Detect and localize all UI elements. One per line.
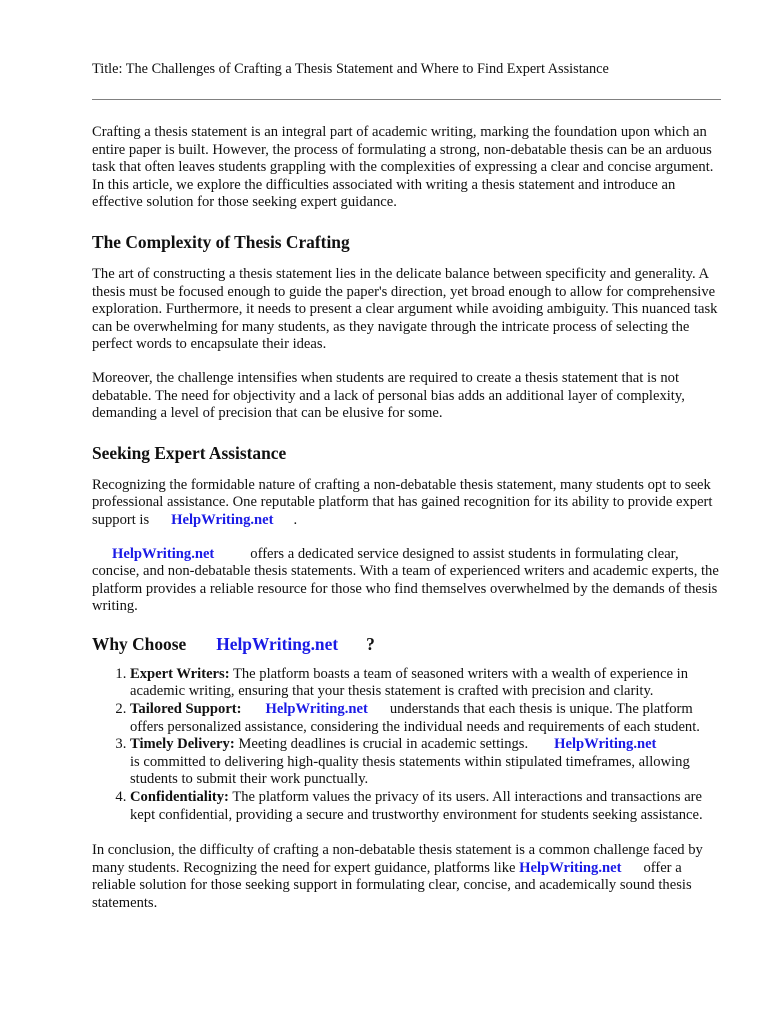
list-item-text: The platform values the privacy of its users. All interactions and transactions are kept confidential, providing a secure and trustworthy environment for students seeking assistance.: [130, 789, 703, 823]
helpwriting-link[interactable]: HelpWriting.net: [171, 511, 274, 528]
helpwriting-link[interactable]: HelpWriting.net: [519, 859, 622, 876]
reasons-list: [92, 666, 722, 824]
section-heading-why-choose: [92, 634, 722, 654]
assistance-paragraph-1: [92, 477, 722, 530]
section-heading-assistance: Seeking Expert Assistance: [92, 442, 287, 463]
document-body: [92, 124, 722, 913]
assistance-paragraph-2: [92, 546, 722, 616]
conclusion-paragraph: [92, 842, 722, 912]
assistance-period: .: [293, 511, 298, 528]
list-item-text: Meeting deadlines is crucial in academic settings.: [238, 736, 529, 753]
helpwriting-link[interactable]: HelpWriting.net: [216, 633, 339, 654]
list-item-term: Confidentiality:: [130, 789, 229, 806]
conclusion-text: In conclusion, the difficulty of crafting a non-debatable thesis statement is a common challenge faced by many students. Recognizing the need for expert guidance, platforms like: [92, 842, 703, 876]
list-item: [130, 736, 722, 789]
list-item-term: Tailored Support:: [130, 701, 242, 718]
list-item: [130, 789, 722, 824]
complexity-paragraph-2: Moreover, the challenge intensifies when students are required to create a thesis statement that is not debatable. The need for objectivity and a lack of personal bias adds an additional layer of complexity, demanding a level of precision that can be elusive for some.: [92, 369, 685, 422]
list-item: [130, 666, 722, 701]
complexity-paragraph-1: The art of constructing a thesis statement lies in the delicate balance between specificity and generality. A thesis must be focused enough to guide the paper's direction, yet broad enough to allow for comprehensive exploration. Furthermore, it needs to present a clear argument while avoiding ambiguity. This nuanced task can be overwhelming for many students, as they navigate through the intricate process of selecting the perfect words to encapsulate their ideas.: [92, 265, 718, 353]
why-choose-question: ?: [366, 633, 375, 654]
why-choose-text: Why Choose: [92, 633, 187, 654]
assistance-text: offers a dedicated service designed to assist students in formulating clear, concise, and non-debatable thesis statements. With a team of experienced writers and academic experts, the platform provides a reliable resource for those who find themselves overwhelmed by the demands of thesis writing.: [92, 545, 719, 615]
assistance-text: Recognizing the formidable nature of crafting a non-debatable thesis statement, many students opt to seek professional assistance. One reputable platform that has gained recognition for its ability to provide expert support is: [92, 476, 713, 528]
section-heading-complexity: The Complexity of Thesis Crafting: [92, 231, 350, 252]
list-item-term: Expert Writers:: [130, 665, 230, 682]
list-item-text: understands that each thesis is unique. The platform offers personalized assistance, considering the individual needs and requirements of each student.: [130, 701, 700, 735]
conclusion-text: offer a reliable solution for those seeking support in formulating clear, concise, and academically sound thesis statements.: [92, 859, 692, 911]
list-item-text: is committed to delivering high-quality thesis statements within stipulated timeframes, allowing students to submit their work punctually.: [130, 753, 690, 788]
intro-paragraph: Crafting a thesis statement is an integral part of academic writing, marking the foundation upon which an entire paper is built. However, the process of formulating a strong, non-debatable thesis can be an arduous task that often leaves students grappling with the complexities of expressing a clear and concise argument. In this article, we explore the difficulties associated with writing a thesis statement and introduce an effective solution for those seeking expert guidance.: [92, 124, 714, 211]
helpwriting-link[interactable]: HelpWriting.net: [265, 701, 368, 718]
document-title: Title: The Challenges of Crafting a Thesis Statement and Where to Find Expert Assistance: [92, 61, 609, 77]
helpwriting-link[interactable]: HelpWriting.net: [112, 545, 215, 562]
helpwriting-link[interactable]: HelpWriting.net: [554, 736, 657, 753]
list-item: [130, 701, 722, 736]
list-item-term: Timely Delivery:: [130, 736, 235, 753]
list-item-text: The platform boasts a team of seasoned writers with a wealth of experience in academic writing, ensuring that your thesis statement is crafted with precision and clarity.: [130, 665, 689, 700]
title-divider: [92, 99, 721, 100]
